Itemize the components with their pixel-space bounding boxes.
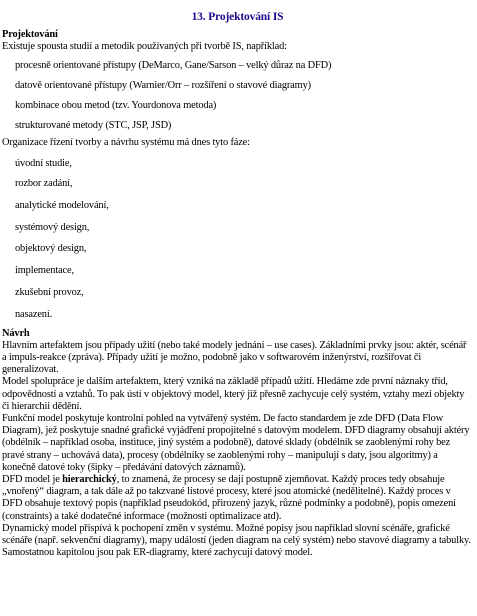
paragraph-functional-model: Funkční model poskytuje kontrolní pohled na vytvářený systém. De facto standardem je zde DFD (Data Flow Diagram), jež poskytuje snadné grafické vyjádření propojitelné s datovým modelem. DFD diagramy obsahují aktéry (obdélník – například osoba, instituce, jiný systém a podobně), datové sklady (obdélník se zaoblenými rohy bez pravé strany – uchovává data), procesy (obdélníky se zaoblenými rohy – manipulují s daty, jsou algoritmy) a konečně datové toky (šipky – předávání datových záznamů). xyxy=(2,413,470,473)
list-item: implementace, xyxy=(15,265,74,277)
list-item: analytické modelování, xyxy=(15,199,109,211)
list-item: kombinace obou metod (tzv. Yourdonova metoda) xyxy=(15,100,217,112)
list-item: systémový design, xyxy=(15,221,90,233)
list-item: rozbor zadání, xyxy=(15,178,73,189)
phases-list xyxy=(2,149,473,326)
text-run: , to znamená, že procesy se dají postupně zjemňovat. Každý proces tedy obsahuje „vnořený“ diagram, a tak dále až po takzvané listové procesy, které jsou atomické (nedělitelné). Každý proces v DFD obsahuje textový popis (například pseudokód, přirozený jazyk, různé podmínky a podobně), popis omezení (constraints) a také dodatečné informace (možnosti optimalizace atd). xyxy=(2,474,456,522)
methods-intro: Existuje spousta studií a metodik používaných při tvorbě IS, například: xyxy=(2,41,287,53)
page-title: 13. Projektování IS xyxy=(191,11,284,23)
text-run: DFD model je xyxy=(2,474,63,486)
list-item: objektový design, xyxy=(15,243,87,255)
list-item: nasazení. xyxy=(15,308,53,320)
paragraph-dfd-hierarchy xyxy=(2,474,473,523)
list-item: strukturované metody (STC, JSP, JSD) xyxy=(15,120,172,131)
list-item: úvodní studie, xyxy=(15,158,72,169)
section-heading-navrh: Návrh xyxy=(2,327,30,339)
paragraph-collaboration-model: Model spolupráce je dalším artefaktem, který vzniká na základě případů užití. Hledáme zde první náznaky tříd, odpovědností a vztahů. To pak ústí v objektový model, který již přesně zachycuje celý systém, vztahy mezi objekty či hierarchii dědění. xyxy=(2,376,465,412)
paragraph-use-cases: Hlavním artefaktem jsou případy užití (nebo také modely jednání – use cases). Základními prvky jsou: aktér, scénář a impuls-reakce (zpráva). Případy užití je možno, podobně jako v softwarovém inženýrství, rozšiřovat či generalizovat. xyxy=(2,339,467,376)
section-heading-projektovani: Projektování xyxy=(2,29,58,40)
list-item: zkušební provoz, xyxy=(15,286,84,298)
emphasis-hierarchical: hierarchický xyxy=(62,474,117,486)
list-item: procesně orientované přístupy (DeMarco, Gane/Sarson – velký důraz na DFD) xyxy=(15,60,332,72)
list-item: datově orientované přístupy (Warnier/Orr – rozšíření o stavové diagramy) xyxy=(15,80,311,92)
phases-intro: Organizace řízení tvorby a návrhu systému má dnes tyto fáze: xyxy=(2,136,250,148)
methods-list xyxy=(2,53,473,136)
paragraph-dynamic-model: Dynamický model přispívá k pochopení změn v systému. Možné popisy jsou například slovní scénáře, grafické scénáře (např. sekvenční diagramy), mapy událostí (jeden diagram na celý systém) nebo stavové diagramy a tabulky. Samostatnou kapitolou jsou pak ER-diagramy, které zachycují datový model. xyxy=(2,522,471,559)
